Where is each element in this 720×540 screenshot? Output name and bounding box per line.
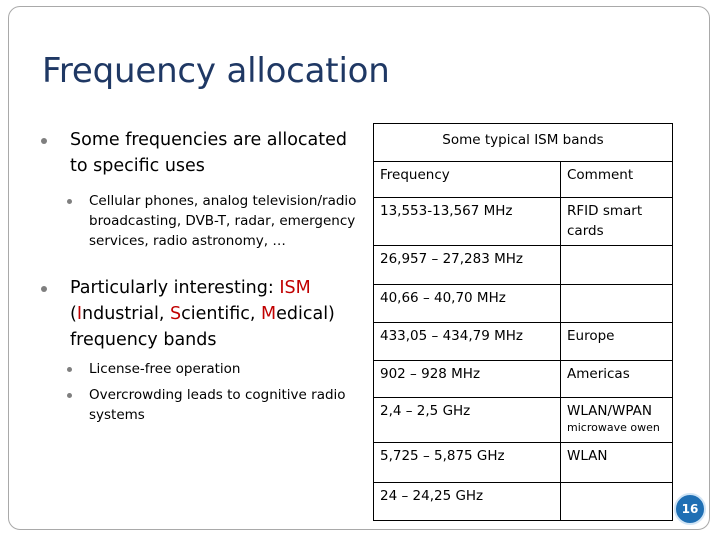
- table-row: [374, 483, 673, 521]
- frequency-cell: 26,957 – 27,283 MHz: [374, 246, 561, 285]
- slide-frame: [8, 6, 710, 530]
- comment-cell: RFID smart cards: [561, 198, 673, 246]
- slide-title: Frequency allocation: [42, 51, 390, 91]
- sub-bullet-text: Overcrowding leads to cognitive radio systems: [89, 387, 346, 423]
- sub-bullet-icon: [67, 393, 72, 398]
- sub-bullet-text: Cellular phones, analog television/radio broadcasting, DVB-T, radar, emergency services, radio astronomy, …: [89, 193, 357, 249]
- table-caption-row: [374, 124, 673, 162]
- frequency-cell: 13,553-13,567 MHz: [374, 198, 561, 246]
- table-row: [374, 398, 673, 443]
- frequency-cell: 5,725 – 5,875 GHz: [374, 443, 561, 483]
- bullet-item: [41, 275, 361, 353]
- comment-cell: Europe: [561, 323, 673, 361]
- frequency-cell: 902 – 928 MHz: [374, 361, 561, 398]
- comment-cell: [561, 285, 673, 323]
- comment-cell: Americas: [561, 361, 673, 398]
- bullet-list: [41, 127, 361, 425]
- table-row: [374, 323, 673, 361]
- page-number-badge: 16: [674, 493, 706, 525]
- column-header-frequency: Frequency: [374, 162, 561, 198]
- sub-bullet-text: License-free operation: [89, 361, 241, 377]
- comment-cell: [561, 483, 673, 521]
- frequency-cell: 433,05 – 434,79 MHz: [374, 323, 561, 361]
- table-row: [374, 361, 673, 398]
- ism-bands-table: [373, 123, 673, 521]
- table-row: [374, 443, 673, 483]
- sub-bullet-icon: [67, 199, 72, 204]
- comment-cell: [561, 398, 673, 443]
- table-row: [374, 285, 673, 323]
- comment-cell: WLAN: [561, 443, 673, 483]
- bullet-text: Particularly interesting: ISM (Industrial, Scientific, Medical) frequency bands: [70, 278, 335, 350]
- comment-cell: [561, 246, 673, 285]
- column-header-comment: Comment: [561, 162, 673, 198]
- bullet-text: Some frequencies are allocated to specific uses: [70, 130, 348, 176]
- industrial-initial: I: [76, 304, 82, 324]
- ism-highlight: ISM: [279, 278, 311, 298]
- table-row: [374, 198, 673, 246]
- scientific-initial: S: [170, 304, 182, 324]
- frequency-cell: 24 – 24,25 GHz: [374, 483, 561, 521]
- bullet-icon: [41, 286, 47, 292]
- bullet-item: [41, 127, 361, 179]
- comment-note: microwave owen: [567, 421, 660, 434]
- frequency-cell: 2,4 – 2,5 GHz: [374, 398, 561, 443]
- table-caption: Some typical ISM bands: [374, 124, 673, 162]
- bullet-icon: [41, 138, 47, 144]
- sub-bullet-item: [41, 385, 361, 425]
- table-row: [374, 246, 673, 285]
- comment-text: WLAN/WPAN: [567, 403, 653, 419]
- sub-bullet-item: [41, 359, 361, 379]
- sub-bullet-item: [41, 191, 361, 251]
- frequency-cell: 40,66 – 40,70 MHz: [374, 285, 561, 323]
- medical-initial: M: [261, 304, 277, 324]
- table-header-row: [374, 162, 673, 198]
- sub-bullet-icon: [67, 367, 72, 372]
